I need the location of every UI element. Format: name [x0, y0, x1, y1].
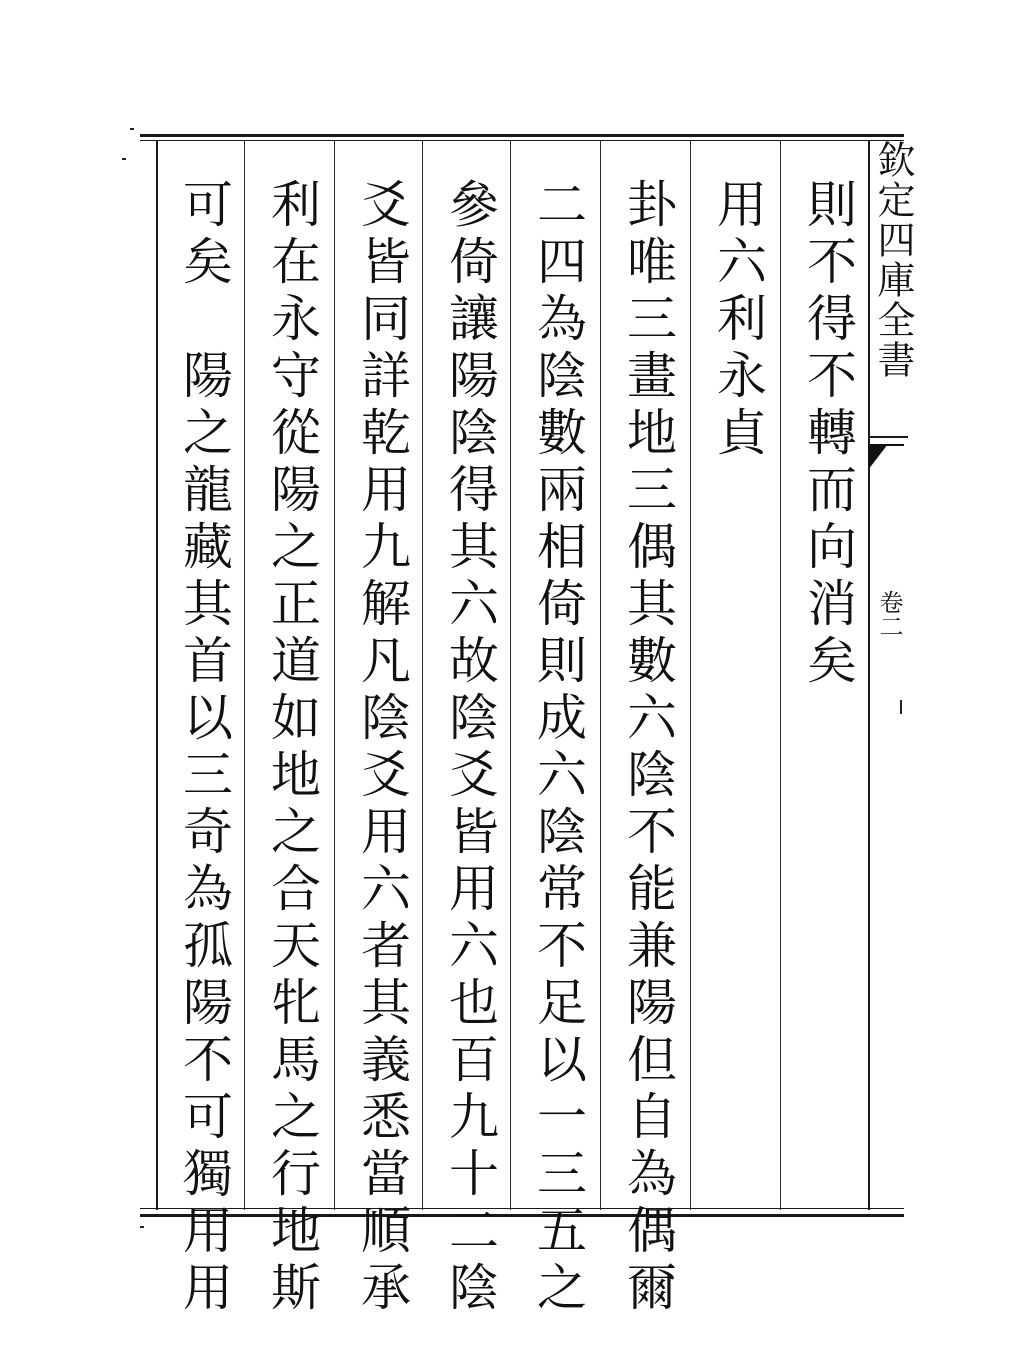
column-divider: [780, 140, 781, 1210]
margin-title: 欽定四庫全書: [871, 140, 915, 380]
fish-tail-rule: [868, 444, 904, 446]
scan-speck: [140, 1226, 144, 1228]
scan-speck: [900, 700, 902, 714]
scan-speck: [122, 158, 126, 160]
text-column-2: 用六利永貞: [709, 178, 767, 463]
margin-volume-label: 卷二: [875, 590, 903, 638]
column-divider: [244, 140, 245, 1210]
text-column-4: 二四為陰數兩相倚則成六陰常不足以一三五之: [529, 178, 587, 1318]
column-divider: [690, 140, 691, 1210]
fish-tail-mark: [868, 444, 908, 470]
frame-top-rule: [140, 134, 904, 137]
column-divider: [600, 140, 601, 1210]
frame-top-inner-rule: [140, 140, 904, 141]
text-column-7: 利在永守從陽之正道如地之合天牝馬之行地斯: [263, 178, 321, 1318]
column-divider: [334, 140, 335, 1210]
text-column-5: 參倚讓陽陰得其六故陰爻皆用六也百九十二陰: [441, 178, 499, 1318]
column-divider: [422, 140, 423, 1210]
scan-speck: [130, 128, 134, 130]
text-column-1: 則不得不轉而向消矣: [799, 178, 857, 691]
text-column-8: 可矣 陽之龍藏其首以三奇為孤陽不可獨用用: [175, 178, 233, 1318]
text-column-6: 爻皆同詳乾用九解凡陰爻用六者其義悉當順承: [353, 178, 411, 1318]
text-column-3: 卦唯三畫地三偶其數六陰不能兼陽但自為偶爾: [619, 178, 677, 1318]
frame-left-rule: [156, 140, 158, 1210]
column-divider: [510, 140, 511, 1210]
